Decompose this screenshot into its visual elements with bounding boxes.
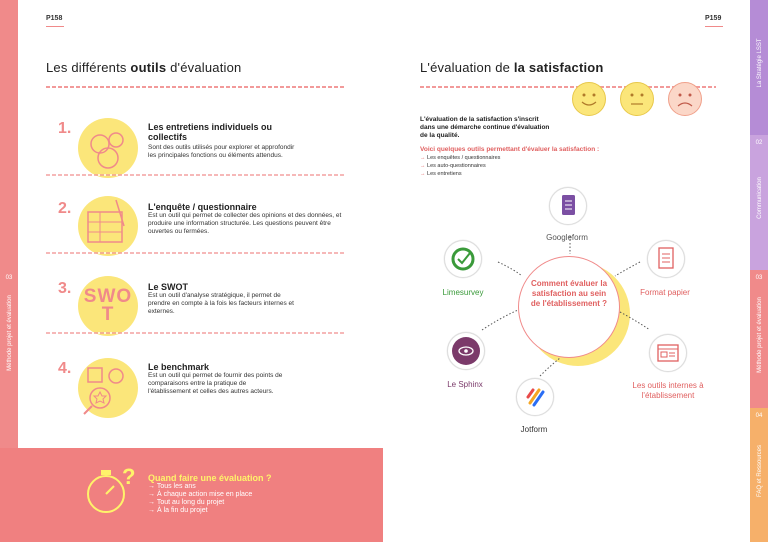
internal-tools-icon: [649, 334, 687, 372]
section-tab-method[interactable]: 03 Méthode projet et évaluation: [750, 270, 768, 408]
item-number: 4.: [58, 360, 72, 377]
sphinx-icon: [447, 332, 485, 370]
divider: [705, 26, 723, 27]
item-description: Est un outil qui permet de collecter des opinions et des données, et produire une information structurée. Les questions peuvent être ouvertes ou fermées.: [148, 212, 342, 235]
tool-label-jotform: Jotform: [520, 425, 548, 434]
intro-text: L'évaluation de la satisfaction s'inscrit dans une démarche continue d'évaluation de la qualité.: [420, 116, 550, 139]
list-item: → Les auto-questionnaires: [420, 163, 486, 169]
tools-intro: Voici quelques outils permettant d'évaluer la satisfaction :: [420, 146, 600, 153]
stopwatch-icon: [82, 462, 142, 523]
tool-label-googleform: Googleform: [546, 233, 588, 242]
right-section-tabs: [750, 0, 768, 542]
divider: [46, 332, 346, 334]
section-label: Méthode projet et évaluation: [7, 295, 13, 371]
section-tab-strategy[interactable]: La Stratégie LSST: [750, 0, 768, 135]
section-tab-faq[interactable]: 04 FAQ et Ressources: [750, 408, 768, 542]
limesurvey-icon: [444, 240, 482, 278]
people-icon: [78, 118, 138, 178]
item-title: Le benchmark: [148, 362, 210, 372]
center-question: Comment évaluer la satisfaction au sein de l'établissement ?: [530, 279, 608, 308]
item-title: Les entretiens individuels ou collectifs: [148, 122, 273, 142]
list-item: → Tous les ans: [148, 483, 196, 490]
item-number: 1.: [58, 120, 72, 137]
divider: [46, 252, 346, 254]
list-item: → Les enquêtes / questionnaires: [420, 155, 501, 161]
list-item: → À chaque action mise en place: [148, 491, 253, 498]
paper-icon: [647, 240, 685, 278]
jotform-icon: [516, 378, 554, 416]
page-number: P159: [705, 15, 722, 22]
divider: [46, 86, 346, 88]
questionnaire-icon: [78, 196, 138, 256]
benchmark-icon: [78, 358, 138, 418]
swot-icon: SWOT: [78, 276, 138, 336]
tool-label-internal: Les outils internes à l'établissement: [632, 381, 704, 400]
page-title: Les différents outils d'évaluation: [46, 60, 242, 75]
section-tab-communication[interactable]: 02 Communication: [750, 135, 768, 270]
when-title: Quand faire une évaluation ?: [148, 473, 272, 483]
when-to-evaluate-box: [0, 448, 383, 542]
item-description: Sont des outils utilisés pour explorer et approfondir les principales fonctions ou éléments attendus.: [148, 144, 295, 159]
list-item: → Les entretiens: [420, 171, 462, 177]
divider: [46, 26, 64, 27]
happy-face-icon: [572, 82, 606, 116]
list-item: → À la fin du projet: [148, 507, 208, 514]
item-number: 2.: [58, 200, 72, 217]
divider: [46, 174, 346, 176]
tool-label-format-papier: Format papier: [640, 288, 690, 297]
googleform-icon: [549, 187, 587, 225]
item-description: Est un outil d'analyse stratégique, il permet de prendre en compte à la fois les facteurs internes et externes.: [148, 292, 294, 315]
item-number: 3.: [58, 280, 72, 297]
item-description: Est un outil qui permet de fournir des points de comparaisons entre la pratique de l'établissement et celles des autres acteurs.: [148, 372, 283, 395]
tool-label-sphinx: Le Sphinx: [447, 380, 483, 389]
list-item: → Tout au long du projet: [148, 499, 225, 506]
section-number: 03: [5, 275, 13, 281]
tool-label-limesurvey: Limesurvey: [442, 288, 484, 297]
neutral-face-icon: [620, 82, 654, 116]
sad-face-icon: [668, 82, 702, 116]
item-title: Le SWOT: [148, 282, 188, 292]
page-title: L'évaluation de la satisfaction: [420, 60, 604, 75]
page-number: P158: [46, 15, 63, 22]
svg-text:?: ?: [122, 464, 136, 489]
item-title: L'enquête / questionnaire: [148, 202, 257, 212]
